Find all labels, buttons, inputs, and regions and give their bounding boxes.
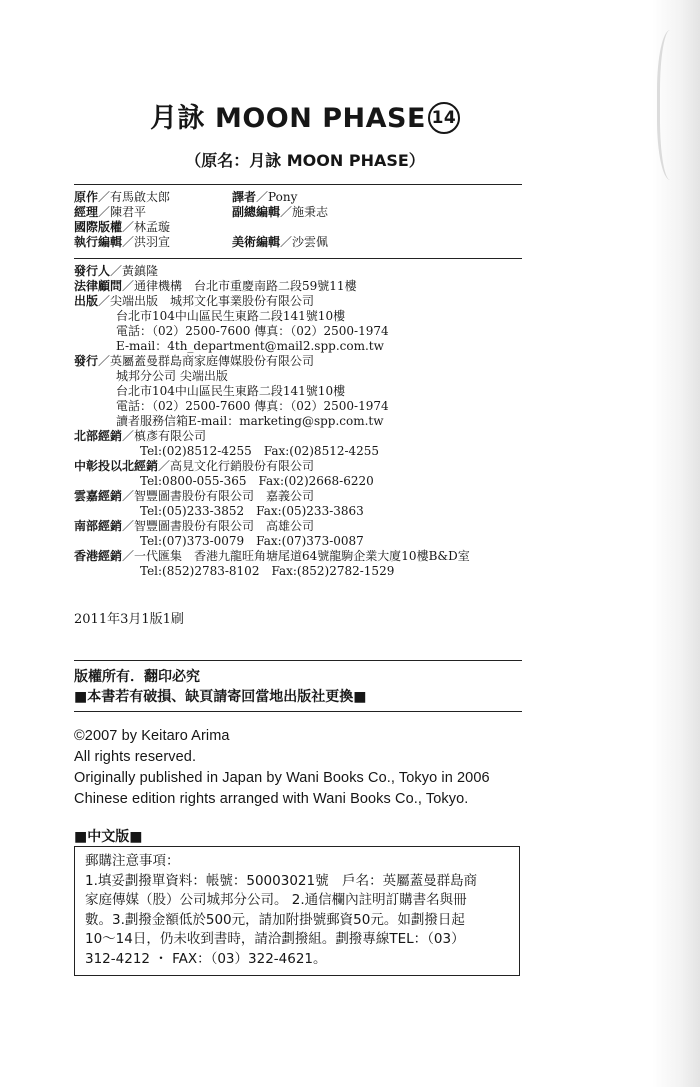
reader-service-email: 讀者服務信箱E-mail：marketing@spp.com.tw [116,414,384,428]
edition-info: 2011年3月1版1刷 [74,612,184,627]
distributor-address: 台北市104中山區民生東路二段141號10樓 [116,384,346,398]
mail-order-line: 10～14日，仍未收到書時，請洽劃撥組。劃撥專線TEL：（03） [85,931,465,947]
legal-advisor: 法律顧問／通律機構 台北市重慶南路二段59號11樓 [74,279,357,293]
volume-number: 14 [428,102,460,134]
chinese-edition-rights: Chinese edition rights arranged with Wani Books Co., Tokyo. [74,791,469,807]
regional-distributor-tel: Tel:(07)373-0079 Fax:(07)373-0087 [140,534,364,548]
regional-distributor-tel: Tel:0800-055-365 Fax:(02)2668-6220 [140,474,374,488]
publisher: 出版／尖端出版 城邦文化事業股份有限公司 [74,294,315,308]
regional-distributor: 香港經銷／一代匯集 香港九龍旺角塘尾道64號龍駒企業大廈10樓B&D室 [74,549,470,563]
distributor-main: 發行／英屬蓋曼群島商家庭傳媒股份有限公司 [74,354,315,368]
credit-rights: 國際版權／林孟璇 [74,220,171,234]
mail-order-line: 312-4212 ・ FAX：（03）322-4621。 [85,950,327,967]
copyright-line: ©2007 by Keitaro Arima [74,728,230,744]
rights-reserved: All rights reserved. [74,749,197,765]
mail-order-line: 家庭傳媒（股）公司城邦分公司。 2.通信欄內註明訂購書名與冊 [85,892,467,908]
mail-order-line: 1.填妥劃撥單資料：帳號：50003021號 戶名：英屬蓋曼群島商 [85,872,478,889]
mail-order-line: 數。3.劃撥金額低於500元，請加附掛號郵資50元。如劃撥日起 [85,911,465,928]
distributor-branch: 城邦分公司 尖端出版 [116,369,228,383]
regional-distributor: 中彰投以北經銷／高見文化行銷股份有限公司 [74,459,315,473]
divider [74,258,522,259]
rights-notice: 版權所有．翻印必究 [74,669,200,685]
regional-distributor: 北部經銷／槙彥有限公司 [74,429,207,443]
original-publication: Originally published in Japan by Wani Books Co., Tokyo in 2006 [74,770,490,786]
divider [74,711,522,712]
mail-order-notice [74,846,520,976]
credit-art-editor: 美術編輯／沙雲佩 [232,235,329,249]
publisher-address: 台北市104中山區民生東路二段141號10樓 [116,309,346,323]
mail-order-heading: 郵購注意事項： [85,853,180,869]
credit-author: 原作／有馬啟太郎 [74,190,171,204]
distributor-phone: 電話：（02）2500-7600 傳真：（02）2500-1974 [116,399,389,413]
regional-distributor-tel: Tel:(05)233-3852 Fax:(05)233-3863 [140,504,364,518]
chinese-edition-label: ■中文版■ [74,829,143,845]
regional-distributor: 雲嘉經銷／智豐圖書股份有限公司 嘉義公司 [74,489,315,503]
credit-exec-editor: 執行編輯／洪羽宣 [74,235,171,249]
original-title: （原名：月詠 MOON PHASE） [185,151,425,170]
issuer: 發行人／黃鎮隆 [74,264,159,278]
divider [74,184,522,185]
regional-distributor-tel: Tel:(02)8512-4255 Fax:(02)8512-4255 [140,444,380,458]
regional-distributor: 南部經銷／智豐圖書股份有限公司 高雄公司 [74,519,315,533]
book-title-text: 月詠 MOON PHASE [150,103,426,134]
publisher-email: E-mail：4th_department@mail2.spp.com.tw [116,339,384,353]
credit-translator: 譯者／Pony [232,190,298,204]
damage-notice: ■本書若有破損、缺頁請寄回當地出版社更換■ [74,689,367,705]
scan-bleed-mark [657,30,690,180]
regional-distributor-tel: Tel:(852)2783-8102 Fax:(852)2782-1529 [140,564,395,578]
book-title [0,96,610,135]
credit-manager: 經理／陳君平 [74,205,147,219]
divider [74,660,522,661]
publisher-phone: 電話：（02）2500-7600 傳真：（02）2500-1974 [116,324,389,338]
credit-deputy-editor: 副總編輯／施秉志 [232,205,329,219]
